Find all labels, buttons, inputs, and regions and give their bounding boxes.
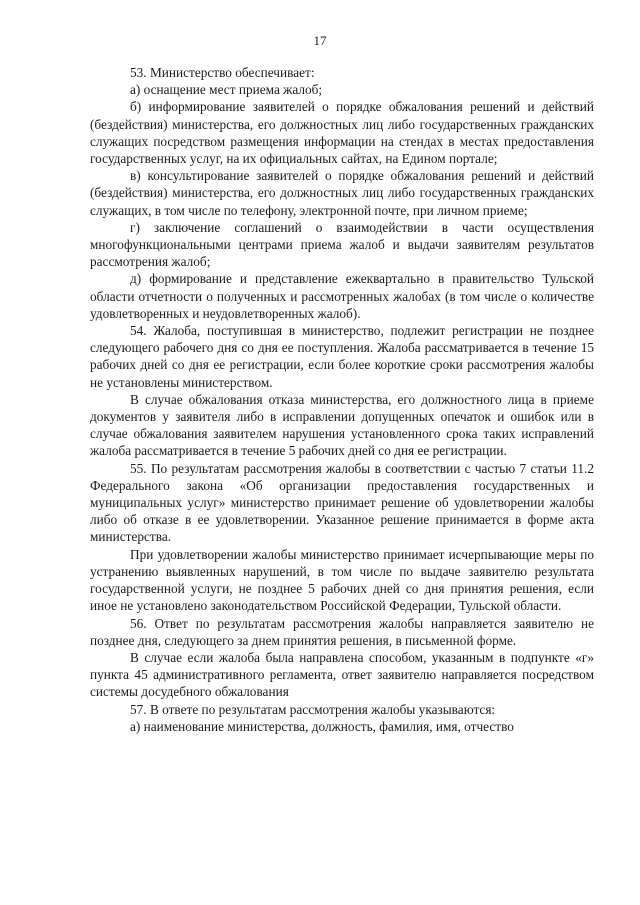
paragraph-53: 53. Министерство обеспечивает: bbox=[130, 65, 315, 80]
paragraph-56-electronic: В случае если жалоба была направлена способом, указанным в подпункте «г» пункта 45 административного регламента, ответ заявителю направляется посредством системы досудебного обжалования bbox=[90, 649, 594, 700]
paragraph-57: 57. В ответе по результатам рассмотрения жалобы указываются: bbox=[130, 701, 496, 717]
paragraph-53-b: б) информирование заявителей о порядке обжалования решений и действий (бездействия) министерства, его должностных лиц либо государственных гражданских служащих посредством размещения информации на стендах в местах предоставления государственных услуг, на их официальных сайтах, на Едином портале; bbox=[90, 99, 594, 167]
document-body bbox=[90, 64, 594, 735]
paragraph-55: 55. По результатам рассмотрения жалобы в соответствии с частью 7 статьи 11.2 Федерального закона «Об организации предоставления государственных и муниципальных услуг» министерство принимает решение об удовлетворении жалобы либо об отказе в ее удовлетворении. Указанное решение принимается в форме акта министерства. bbox=[90, 460, 594, 545]
paragraph-53-d: д) формирование и представление ежеквартально в правительство Тульской области отчетности о полученных и рассмотренных жалобах (в том числе о количестве удовлетворенных и неудовлетворенных жалоб). bbox=[90, 271, 594, 321]
paragraph-54-appeal: В случае обжалования отказа министерства, его должностного лица в приеме документов у заявителя либо в исправлении допущенных опечаток и ошибок или в случае обжалования заявителем нарушения установленного срока таких исправлений жалоба рассматривается в течение 5 рабочих дней со дня ее регистрации. bbox=[90, 391, 594, 459]
page-number: 17 bbox=[313, 33, 327, 48]
paragraph-53-v: в) консультирование заявителей о порядке обжалования решений и действий (бездействия) министерства, его должностных лиц либо государственных гражданских служащих, в том числе по телефону, электронной почте, при личном приеме; bbox=[90, 168, 594, 218]
paragraph-53-g: г) заключение соглашений о взаимодействии в части осуществления многофункциональными центрами приема жалоб и выдачи заявителям результатов рассмотрения жалоб; bbox=[90, 219, 594, 270]
paragraph-57-a: а) наименование министерства, должность, фамилия, имя, отчество bbox=[130, 718, 514, 734]
paragraph-55-satisfaction: При удовлетворении жалобы министерство принимает исчерпывающие меры по устранению выявленных нарушений, в том числе по выдаче заявителю результата государственной услуги, не позднее 5 рабочих дней со дня принятия решения, если иное не установлено законодательством Российской Федерации, Тульской области. bbox=[90, 546, 594, 614]
paragraph-53-a: а) оснащение мест приема жалоб; bbox=[130, 82, 323, 98]
paragraph-54: 54. Жалоба, поступившая в министерство, подлежит регистрации не позднее следующего рабочего дня со дня ее поступления. Жалоба рассматривается в течение 15 рабочих дней со дня ее регистрации, если более короткие сроки рассмотрения жалобы не установлены министерством. bbox=[90, 323, 594, 390]
paragraph-56: 56. Ответ по результатам рассмотрения жалобы направляется заявителю не позднее дня, следующего за днем принятия решения, в письменной форме. bbox=[90, 615, 594, 648]
